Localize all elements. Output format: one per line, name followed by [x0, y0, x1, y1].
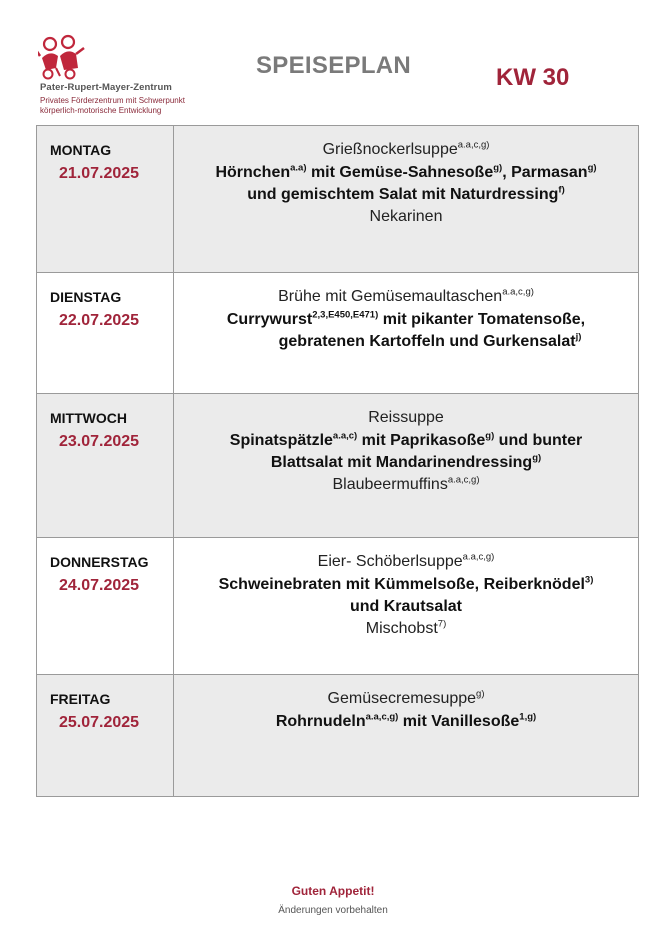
menu-cell [174, 675, 639, 797]
day-row-thursday [37, 538, 639, 675]
menu-cell [174, 394, 639, 538]
menu-table [36, 125, 639, 797]
main-course: Spinatspätzle$^{a.a,c)}$ mit Paprikasoße$^{g)}$ und bunter Blattsalat mit Mandarinendressing$^{g)}$ [229, 430, 583, 471]
menu-cell [174, 126, 639, 273]
dessert: Blaubeermuffins$^{a.a,c,g)}$ [332, 474, 480, 493]
footer-greeting: Guten Appetit! [291, 884, 375, 898]
day-date: 23.07.2025 [59, 433, 140, 450]
day-row-wednesday [37, 394, 639, 538]
day-name: MITTWOCH [50, 410, 127, 426]
page-title: SPEISEPLAN [256, 52, 412, 79]
menu-cell [174, 273, 639, 394]
day-date: 25.07.2025 [59, 714, 140, 731]
day-name: DIENSTAG [50, 289, 122, 305]
menu-cell [174, 538, 639, 675]
day-name: FREITAG [50, 691, 111, 707]
main-course: Rohrnudeln$^{a.a,c,g)}$ mit Vanillesoße$^{1,g)}$ [275, 711, 537, 730]
org-subtitle-line-1: Privates Förderzentrum mit Schwerpunkt [40, 96, 185, 105]
dessert: Nekarinen [369, 208, 443, 225]
day-cell [37, 394, 174, 538]
logo [38, 34, 208, 80]
soup: Eier- Schöberlsuppe$^{a.a,c,g)}$ [317, 551, 495, 570]
main-course: Hörnchen$^{a.a)}$ mit Gemüse-Sahnesoße$^{g)}$, Parmasan$^{g)}$ und gemischtem Salat mit Naturdressing$^{f)}$ [215, 162, 597, 203]
day-name: DONNERSTAG [50, 554, 149, 570]
day-row-tuesday [37, 273, 639, 394]
footer-note: Änderungen vorbehalten [278, 905, 388, 916]
org-subtitle-line-2: körperlich-motorische Entwicklung [40, 106, 162, 115]
day-cell [37, 126, 174, 273]
soup: Brühe mit Gemüsemaultaschen$^{a.a,c,g)}$ [278, 286, 534, 305]
day-cell [37, 273, 174, 394]
main-course: Schweinebraten mit Kümmelsoße, Reiberknödel$^{3)}$ und Krautsalat [218, 574, 594, 615]
week-label: KW 30 [496, 64, 570, 91]
day-date: 22.07.2025 [59, 312, 140, 329]
dessert: Mischobst$^{7)}$ [365, 618, 447, 637]
children-logo-icon [38, 34, 108, 80]
day-cell [37, 675, 174, 797]
day-row-monday [37, 126, 639, 273]
soup: Reissuppe [368, 409, 444, 426]
day-row-friday [37, 675, 639, 797]
day-cell [37, 538, 174, 675]
day-name: MONTAG [50, 142, 112, 158]
day-date: 24.07.2025 [59, 577, 140, 594]
soup: Gemüsecremesuppe$^{g)}$ [327, 688, 485, 707]
day-date: 21.07.2025 [59, 165, 140, 182]
soup: Grießnockerlsuppe$^{a.a,c,g)}$ [322, 139, 490, 158]
main-course: Currywurst$^{2,3,E450,E471)}$ mit pikanter Tomatensoße, gebratenen Kartoffeln und Gurkensalat$^{j)}$ [226, 309, 586, 350]
org-subtitle [40, 96, 185, 116]
org-name: Pater-Rupert-Mayer-Zentrum [40, 82, 172, 93]
